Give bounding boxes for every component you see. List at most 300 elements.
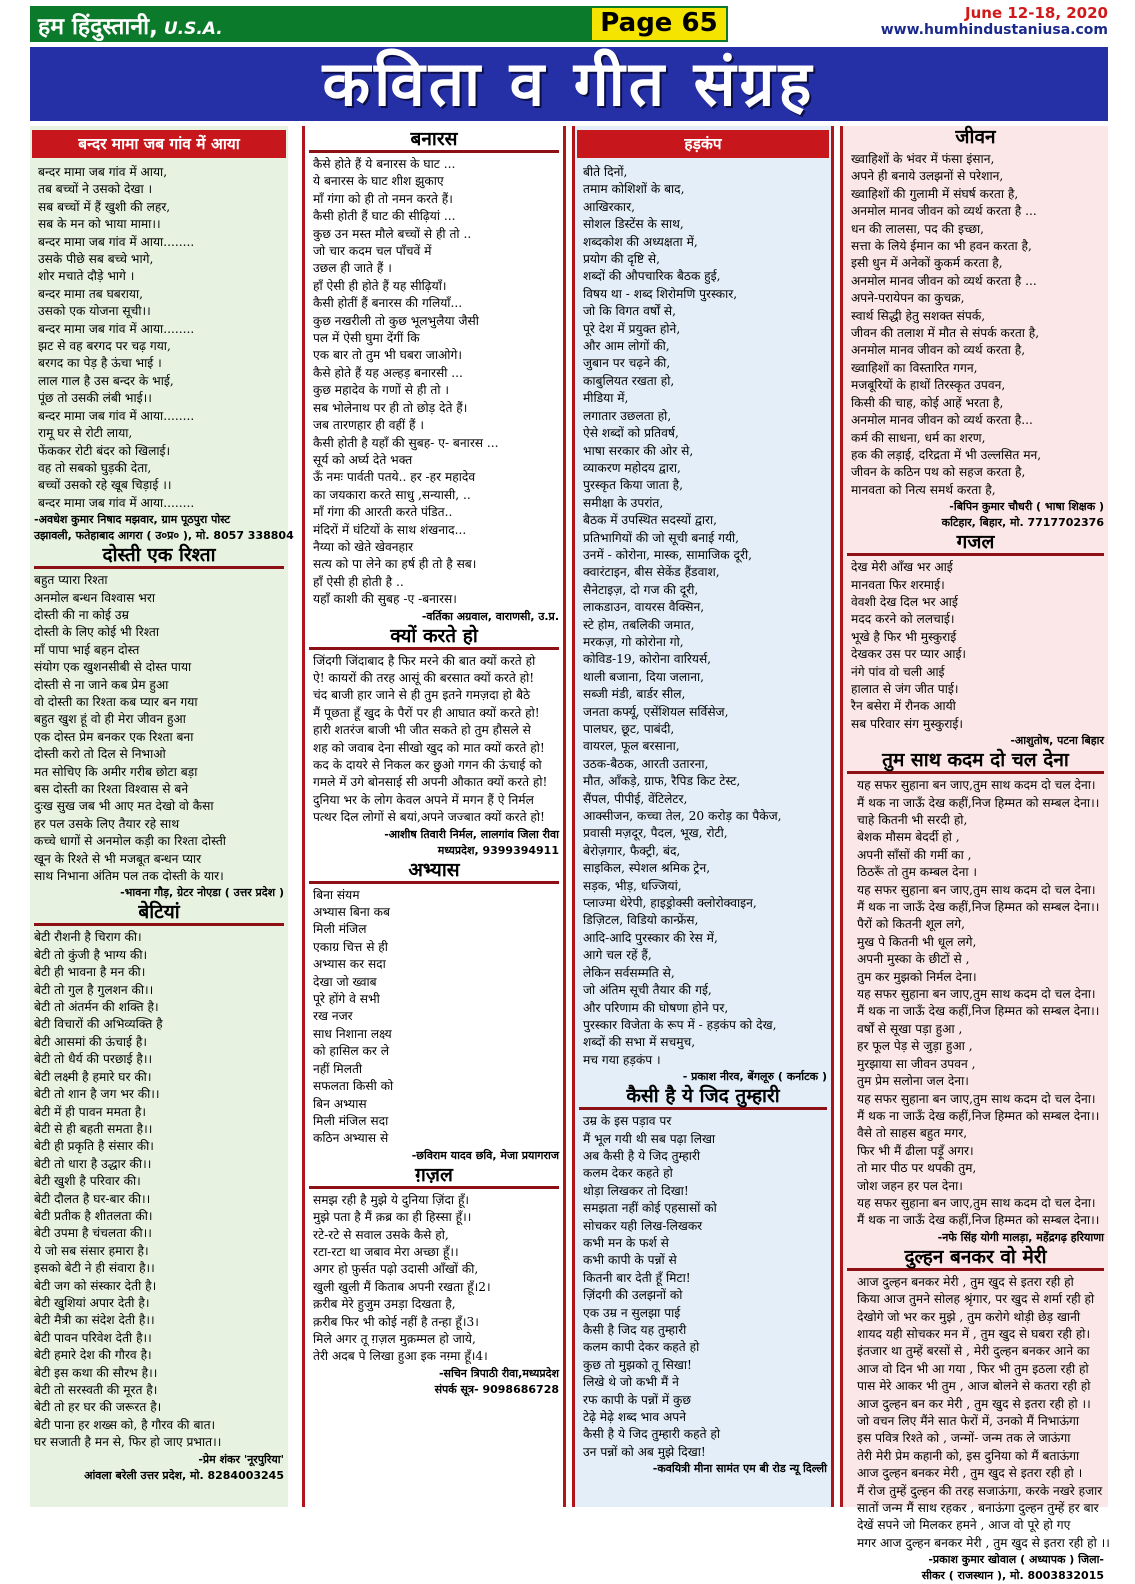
poem-line: अपनी साँसों की गर्मी का , — [857, 847, 972, 862]
poem-body — [843, 559, 1108, 733]
poem-line: वायरल, फूल बरसाना, — [583, 739, 680, 754]
poem-title: तुम साथ कदम दो चल देना — [847, 749, 1104, 774]
poem-line: अनमोल बन्धन विश्वास भरा — [34, 590, 155, 605]
poem-line: तो मार पीठ पर थपकी तुम, — [857, 1161, 977, 1176]
poem-body — [305, 653, 563, 827]
poem-title: जीवन — [955, 126, 996, 148]
poem-line: नंगे पांव वो चली आई — [851, 664, 945, 679]
credit-line: - प्रकाश नीरव, बेंगलूरु ( कर्नाटक ) — [682, 1070, 827, 1084]
poem-line: बेटी तो धैर्य की परछाई है।। — [34, 1052, 153, 1067]
poem-line: दुनिया भर के लोग केवल अपने में मगन हैं ऐ निर्मल — [313, 792, 534, 807]
credit-line: -कवयित्री मीना सामंत एम बी रोड न्यू दिल्ली — [652, 1462, 827, 1476]
poem-line: भाषा सरकार की ओर से, — [583, 443, 694, 458]
poem-line: जब तारणहार ही वहीं हैं । — [313, 418, 425, 433]
credit-line: सीकर ( राजस्थान ), मो. 8003832015 — [921, 1569, 1104, 1583]
poem-line: माँ गंगा की आरती करते पंडित.. — [313, 505, 453, 520]
poem-line: देखें सपने जो मिलकर हमने , आज वो पूरे हो गए — [857, 1518, 1071, 1533]
credit-line: -आशीष तिवारी निर्मल, लालगांव जिला रीवा — [384, 827, 559, 841]
poem-line: जो कि विगत वर्षों से, — [583, 304, 677, 319]
poem-line: मैं थक ना जाऊँ देख कहीं,निज हिम्मत को सम्बल देना।। — [857, 1213, 1100, 1228]
poem-line: टेढ़े मेढ़े शब्द भाव अपने — [583, 1410, 686, 1425]
poem-line: दोस्ती करो तो दिल से निभाओ — [34, 747, 166, 762]
poem-line: बेटी ही भावना है मन की। — [34, 965, 146, 980]
poem-line: मौत, आँकड़े, ग्राफ, रैपिड किट टेस्ट, — [583, 774, 741, 789]
poem-line: इस पवित्र रिश्ते को , जन्मों- जन्म तक ले जाऊंगा — [857, 1431, 1071, 1446]
credit-line: -प्रकाश कुमार खोवाल ( अध्यापक ) जिला- — [928, 1553, 1104, 1567]
poem-line: बेटी जग को संस्कार देती है। — [34, 1278, 157, 1293]
poem-line: थोड़ा लिखकर तो दिखा! — [583, 1183, 689, 1198]
poem-line: सब्जी मंडी, बार्डर सील, — [583, 687, 686, 702]
poem-line: फिर भी मैं ढीला पड़ूँ अगर। — [857, 1143, 974, 1158]
poem-line: बीते दिनों, — [583, 165, 628, 179]
poem-line: डिज़िटल, विडियो कान्फ्रेंस, — [583, 913, 699, 928]
header-bar — [30, 4, 1108, 42]
poem-credit — [30, 512, 294, 544]
poem-line: वेवशी देख दिल भर आई — [851, 594, 958, 609]
poem-line: आज वो दिन भी आ गया , फिर भी तुम इठला रही हो — [857, 1361, 1089, 1376]
poem-line: ऐसे शब्दों को प्रतिवर्ष, — [583, 426, 679, 441]
poem-line: बच्चों उसको रहे खूब चिड़ाई ।। — [38, 478, 172, 493]
poem-line: बेटी प्रतीक है शीतलता की। — [34, 1208, 153, 1223]
poem-line: वो दोस्ती का रिश्ता कब प्यार बन गया — [34, 694, 198, 709]
poem-line: पुरस्कृत किया जाता है, — [583, 478, 683, 493]
poem-line: भूखे है फिर भी मुस्कुराई — [851, 629, 957, 644]
poem-line: रटा-रटा था जबाव मेरा अच्छा हूँ।। — [313, 1244, 459, 1259]
poem-line: साध निशाना लक्ष्य — [313, 1026, 392, 1041]
poem-line: रामू घर से रोटी लाया, — [38, 426, 133, 441]
credit-line: -छविराम यादव छवि, मेजा प्रयागराज — [411, 1148, 559, 1162]
poem-line: झट से वह बरगद पर चढ़ गया, — [38, 339, 171, 354]
poem-line: घर सजाती है मन से, फिर हो जाए प्रभात।। — [34, 1435, 222, 1450]
poem-line: मत सोचिए कि अमीर गरीब छोटा बड़ा — [34, 764, 198, 779]
poem-credit — [843, 1552, 1108, 1584]
poem-line: ख्वाहिशों के भंवर में फंसा इंसान, — [851, 152, 995, 166]
poem-line: बेटी पावन परिवेश देती है।। — [34, 1330, 152, 1345]
poem-line: मानवता फिर शरमाई। — [851, 577, 945, 592]
poem-line: पूरे देश में प्रयुक्त होने, — [583, 321, 681, 336]
poem-line: हालात से जंग जीत पाई। — [851, 681, 959, 696]
poem-line: हर पल उसके लिए तैयार रहे साथ — [34, 816, 180, 831]
poem-line: लेकिन सर्वसम्मति से, — [583, 965, 675, 980]
poem-line: आगे चल रहें हैं, — [583, 948, 652, 963]
poem-line: जो अंतिम सूची तैयार की गई, — [583, 983, 712, 998]
credit-line: -सचिन त्रिपाठी रीवा,मध्यप्रदेश — [438, 1366, 559, 1380]
poem-line: कैसी होती है यहाँ की सुबह- ए- बनारस ... — [313, 435, 499, 450]
poem-line: चाहे कितनी भी सरदी हो, — [857, 813, 968, 827]
poem-line: मैं भूल गयी थी सब पढ़ा लिखा — [583, 1131, 716, 1146]
poem-line: साइकिल, स्पेशल श्रमिक ट्रेन, — [583, 861, 711, 876]
poem-line: प्लाज्मा थेरेपी, हाइड्रोक्सी क्लोरोक्वाइन, — [583, 896, 757, 911]
poem-line: जनता कर्फ्यू, एसेंशियल सर्विसेज, — [583, 704, 729, 719]
poem-line: अब कैसी है ये जिद तुम्हारी — [583, 1148, 701, 1163]
poem-line: कुछ महादेव के गणों से ही तो । — [313, 383, 449, 398]
poem-line: हाँ ऐसी ही होती है .. — [313, 574, 404, 589]
poem-line: अनमोल मानव जीवन को व्यर्थ करता है ... — [851, 273, 1037, 288]
poem-line: बेटी आसमां की ऊंचाई है। — [34, 1034, 147, 1049]
poem-line: पत्थर दिल लोगों से बयां,अपने जज्बात क्यों करते हो! — [313, 810, 545, 825]
poem-line: बैठक में उपस्थित सदस्यों द्वारा, — [583, 513, 718, 528]
poem-line: खून के रिश्ते से भी मजबूत बन्धन प्यार — [34, 851, 202, 866]
poem-line: मुरझाया सा जीवन उपवन , — [857, 1056, 976, 1071]
credit-line: -वर्तिका अग्रवाल, वाराणसी, उ.प्र. — [421, 609, 559, 623]
poem-line: हक की लड़ाई, दरिद्रता में भी उल्लसित मन, — [851, 447, 1042, 462]
poem-line: एकाग्र चित्त से ही — [313, 939, 388, 954]
poem-line: काबुलियत रखता हो, — [583, 373, 675, 388]
poem-line: ऊँ नमः पार्वती पतये.. हर -हर महादेव — [313, 470, 476, 485]
poem-line: यह सफर सुहाना बन जाए,तुम साथ कदम दो चल देना। — [857, 987, 1096, 1002]
poem-line: शब्दों की सभा में सचमुच, — [583, 1035, 696, 1050]
poem-line: तमाम कोशिशों के बाद, — [583, 182, 685, 197]
poem-line: मैं थक ना जाऊँ देख कहीं,निज हिम्मत को सम्बल देना।। — [857, 900, 1100, 915]
poem-title: हड़कंप — [577, 130, 829, 158]
poem-line: मिली मंजिल सदा — [313, 1113, 389, 1128]
poem-line: माँ पापा भाई बहन दोस्त — [34, 642, 140, 657]
poem-line: प्रतिभागियों की जो सूची बनाई गयी, — [583, 530, 740, 545]
column-4 — [840, 126, 1110, 1583]
poem-line: अपने ही बनाये उलझनों से परेशान, — [851, 169, 1004, 184]
poem-line: लाकडाउन, वायरस वैक्सिन, — [583, 600, 705, 615]
poem-line: बन्दर मामा जब गांव में आया........ — [38, 234, 195, 249]
poem-line: अपने-परायेपन का कुचक्र, — [851, 291, 965, 306]
poem-body — [305, 156, 563, 609]
poem-line: बेटी तो कुंजी है भाग्य की। — [34, 947, 148, 962]
poem-line: बेटी इस कथा की सौरभ है।। — [34, 1365, 158, 1380]
poem-line: बेरोज़गार, फैक्ट्री, बंद, — [583, 843, 681, 858]
poem-line: यह सफर सुहाना बन जाए,तुम साथ कदम दो चल देना। — [857, 1091, 1096, 1106]
poem-line: को हासिल कर ले — [313, 1044, 390, 1059]
website-url[interactable]: www.humhindustaniusa.com — [880, 22, 1108, 38]
poem-title: कैसी है ये जिद तुम्हारी — [579, 1085, 827, 1110]
poem-line: यह सफर सुहाना बन जाए,तुम साथ कदम दो चल देना। — [857, 1195, 1096, 1210]
poem-body — [843, 777, 1108, 1230]
poem-line: क्वारंटाइन, बीस सेकेंड हैंडवाश, — [583, 565, 720, 580]
poem-line: समझ रही है मुझे ये दुनिया ज़िंदा हूँ। — [313, 1192, 470, 1207]
poem-line: और आम लोगों की, — [583, 339, 670, 354]
poem-line: कितनी बार देती हूँ मिटा! — [583, 1270, 691, 1285]
poem-line: कभी कापी के पन्नों से — [583, 1253, 677, 1268]
poem-line: बेटी मैत्री का संदेश देती है।। — [34, 1313, 155, 1328]
poem-line: एक उम्र न सुलझा पाई — [583, 1305, 681, 1320]
poem-credit — [305, 827, 563, 859]
column-1 — [30, 126, 294, 1507]
poem-line: कुछ नखरीली तो कुछ भूलभुलैया जैसी — [313, 313, 479, 328]
poem-line: ख्वाहिशों का विस्तारित गगन, — [851, 360, 978, 375]
poem-line: रख नजर — [313, 1009, 353, 1024]
poem-line: कद के दायरे से निकल कर छुओ गगन की ऊंचाई को — [313, 758, 542, 772]
poem-line: धन की लालसा, पद की इच्छा, — [851, 221, 985, 236]
poem-line: मानवता को नित्य समर्थ करता है, — [851, 482, 996, 497]
poem-line: मजबूरियों के हाथों तिरस्कृत उपवन, — [851, 378, 1006, 393]
poem-line: आज दुल्हन बनकर मेरी , तुम खुद से इतरा रही हो — [857, 1274, 1074, 1289]
poem-line: बेटी तो अंतर्मन की शक्ति है। — [34, 1000, 159, 1015]
poem-line: पास मेरे आकर भी तुम , आज बोलने से कतरा रही हो — [857, 1379, 1091, 1394]
poem-line: जो चार कदम चल पाँचवें में — [313, 244, 432, 259]
poem-line: आदि-आदि पुरस्कार की रेस में, — [583, 930, 718, 945]
poem-line: तुम प्रेम सलोना जल देना। — [857, 1074, 969, 1089]
poem-line: सब भोलेनाथ पर ही तो छोड़ देते हैं। — [313, 400, 468, 415]
poem-line: अनमोल मानव जीवन को व्यर्थ करता है... — [851, 413, 1033, 428]
poem-line: देखोगे जो भर कर मुझे , तुम करोगे थोड़ी छेड़ खानी — [857, 1309, 1081, 1324]
poem-line: इंतजार था तुम्हें बरसों से , मेरी दुल्हन बनकर आने का — [857, 1344, 1090, 1359]
poem-line: बेटी खुशी है परिवार की। — [34, 1174, 141, 1189]
poem-line: अनमोल मानव जीवन को व्यर्थ करता है ... — [851, 204, 1037, 219]
poem-line: बन्दर मामा जब गांव में आया........ — [38, 495, 195, 510]
poem-line: स्वार्थ सिद्धी हेतु सशक्त संपर्क, — [851, 308, 986, 323]
poem-line: मीडिया में, — [583, 391, 629, 406]
poem-line: बन्दर मामा जब गांव में आया........ — [38, 321, 195, 336]
poem-line: बेटी खुशियां अपार देती है। — [34, 1295, 150, 1310]
poem-line: बेटी में ही पावन ममता है। — [34, 1104, 146, 1119]
poem-line: मैं थक ना जाऊँ देख कहीं,निज हिम्मत को सम्बल देना।। — [857, 795, 1100, 810]
poem-line: अपनी मुस्का के छीटों से , — [857, 952, 970, 967]
poem-line: सफलता किसी को — [313, 1079, 394, 1094]
poem-credit — [575, 1461, 831, 1477]
poem-title: ग़ज़ल — [309, 1164, 559, 1189]
poem-line: बहुत प्यारा रिश्ता — [34, 573, 108, 588]
poem-line: समझता नहीं कोई एहसासों को — [583, 1201, 717, 1216]
poem-line: सोचकर यही लिख-लिखकर — [583, 1218, 703, 1233]
credit-line: -प्रेम शंकर 'नूरपुरिया' — [198, 1452, 284, 1466]
page-number: Page 65 — [590, 6, 728, 42]
poem-line: सब बच्चों में हैं खुशी की लहर, — [38, 199, 171, 214]
poem-line: नहीं मिलती — [313, 1061, 363, 1076]
poem-line: किया आज तुमने सोलह श्रृंगार, पर खुद से शर्मा रही हो — [857, 1292, 1095, 1307]
poem-body — [30, 929, 288, 1451]
poem-line: नैय्या को खेते खेवनहार — [313, 539, 414, 554]
poem-line: तेरी मेरी प्रेम कहानी को, इस दुनिया को मैं बताऊंगा — [857, 1448, 1080, 1463]
poem-line: अभ्यास बिना कब — [313, 905, 390, 920]
poem-line: प्रयोग की दृष्टि से, — [583, 252, 661, 267]
poem-line: मैं थक ना जाऊँ देख कहीं,निज हिम्मत को सम्बल देना।। — [857, 1108, 1100, 1123]
credit-line: -आशुतोष, पटना बिहार — [1010, 734, 1104, 748]
poem-line: बेटी रौशनी है चिराग की। — [34, 930, 142, 945]
poem-line: बेटी तो शान है जग भर की।। — [34, 1087, 160, 1102]
poem-line: लिखे थे जो कभी मैं ने — [583, 1375, 679, 1390]
poem-line: बेटी से ही बहती समता है।। — [34, 1121, 153, 1136]
poem-line: एक दोस्त प्रेम बनकर एक रिश्ता बना — [34, 729, 194, 744]
poem-credit — [843, 733, 1108, 749]
poem-line: माँ गंगा को ही तो नमन करते हैं। — [313, 191, 453, 206]
poem-line: अभ्यास कर सदा — [313, 957, 386, 972]
poem-line: मंदिरों में घंटियों के साथ शंखनाद... — [313, 522, 467, 537]
poem-line: बेटी विचारों की अभिव्यक्ति है — [34, 1017, 163, 1032]
poem-line: मरकज़, गो कोरोना गो, — [583, 634, 684, 649]
poem-title: दोस्ती एक रिश्ता — [34, 544, 284, 569]
poem-credit — [575, 1069, 831, 1085]
poem-line: विषय था - शब्द शिरोमणि पुरस्कार, — [583, 286, 738, 301]
poem-line: बहुत खुश हूं वो ही मेरा जीवन हुआ — [34, 712, 186, 727]
poem-line: क़रीब मेरे हुजुम उमड़ा दिखता है, — [313, 1297, 456, 1312]
poem-line: कलम देकर कहते हो — [583, 1166, 673, 1181]
poem-line: बन्दर मामा जब गांव में आया, — [38, 165, 168, 179]
poem-line: लाल गाल है उस बन्दर के भाई, — [38, 373, 174, 388]
column-3 — [572, 126, 834, 1507]
credit-line: -नफे सिंह योगी मालड़ा, महेंद्रगढ़ हरियाणा — [937, 1230, 1104, 1244]
poem-line: इसको बेटी ने ही संवारा है।। — [34, 1261, 155, 1276]
poem-line: क़रीब फिर भी कोई नहीं है तन्हा हूँ।3। — [313, 1314, 479, 1329]
poem-line: मिले अगर तू ग़ज़ल मुक़म्मल हो जाये, — [313, 1331, 476, 1346]
poem-line: कलम कापी देकर कहते हो — [583, 1340, 700, 1355]
poem-line: एक बार तो तुम भी घबरा जाओगे। — [313, 348, 462, 363]
poem-line: सब के मन को भाया मामा।। — [38, 217, 161, 232]
poem-line: उनमें - कोरोना, मास्क, सामाजिक दूरी, — [583, 547, 752, 562]
poem-line: उछल ही जाते हैं । — [313, 261, 392, 276]
poem-line: खुली खुली मैं किताब अपनी रखता हूँ।2। — [313, 1279, 491, 1294]
poem-line: शब्दों की औपचारिक बैठक हुई, — [583, 269, 721, 284]
poem-line: सत्ता के लिये ईमान का भी हवन करता है, — [851, 239, 1032, 254]
poem-line: जिंदगी जिंदाबाद है फिर मरने की बात क्यों करते हो — [313, 653, 536, 668]
poem-line: ये बनारस के घाट शीश झुकाए — [313, 174, 444, 189]
poem-line: मच गया हड़कंप । — [583, 1052, 661, 1067]
poem-line: शब्दकोश की अध्यक्षता में, — [583, 234, 698, 249]
poem-line: कुछ उन मस्त मौले बच्चों से ही तो .. — [313, 226, 472, 241]
poem-body — [575, 164, 831, 1069]
poem-line: बन्दर मामा तब घबराया, — [38, 286, 144, 301]
poem-line: ये जो सब संसार हमारा है। — [34, 1243, 149, 1258]
poem-credit — [305, 609, 563, 625]
poem-line: कभी मन के फर्श से — [583, 1235, 669, 1250]
poem-credit — [305, 1148, 563, 1164]
poem-line: वैसे तो साहस बहुत मगर, — [857, 1126, 968, 1141]
poem-line: कुछ तो मुझको तू सिखा! — [583, 1357, 692, 1372]
poem-line: गमले में उगे बोनसाई सी अपनी औकात क्यों करते हो! — [313, 775, 548, 790]
issue-date: June 12-18, 2020 — [965, 4, 1108, 22]
poem-line: जीवन की तलाश में मौत से संपर्क करता है, — [851, 326, 1040, 341]
poem-line: उम्र के इस पड़ाव पर — [583, 1114, 672, 1129]
poem-line: कैसी है ये जिद तुम्हारी कहते हो — [583, 1427, 721, 1442]
credit-line: मध्यप्रदेश, 9399394911 — [437, 843, 559, 857]
poem-line: सड़क, भीड़, धज्जियां, — [583, 878, 682, 893]
poem-line: कैसी होतीं हैं बनारस की गलियाँ... — [313, 296, 463, 311]
poem-line: पालघर, छूट, पाबंदी, — [583, 722, 675, 736]
poem-line: बेटी लक्ष्मी है हमारे घर की। — [34, 1069, 152, 1084]
poem-line: फेंककर रोटी बंदर को खिलाई। — [38, 443, 171, 458]
poem-line: बेटी हमारे देश की गौरव है। — [34, 1348, 152, 1363]
poem-body — [843, 1274, 1108, 1553]
poem-body — [30, 572, 288, 885]
poem-line: का जयकारा करते साधु ,सन्यासी, .. — [313, 487, 471, 502]
poem-line: बेशक मौसम बेदर्दी हो , — [857, 830, 960, 845]
section-banner: कविता व गीत संग्रह — [30, 47, 1108, 121]
poem-line: कैसे होते हैं ये बनारस के घाट ... — [313, 157, 456, 171]
poem-line: हाँ ऐसी ही होते हैं यह सीढ़ियाँ। — [313, 278, 447, 293]
poem-line: जुबान पर चढ़ने की, — [583, 356, 671, 371]
poem-line: थाली बजाना, दिया जलाना, — [583, 669, 705, 684]
poem-line: तेरी अदब पे लिखा हुआ इक नग़्मा हूँ।4। — [313, 1349, 488, 1364]
poem-line: बेटी ही प्रकृति है संसार की। — [34, 1139, 154, 1154]
poem-line: यह सफर सुहाना बन जाए,तुम साथ कदम दो चल देना। — [857, 778, 1096, 793]
poem-line: मिली मंजिल — [313, 922, 367, 937]
poem-line: यह सफर सुहाना बन जाए,तुम साथ कदम दो चल देना। — [857, 882, 1096, 897]
poem-title: गजल — [847, 531, 1104, 556]
credit-line: आंवला बरेली उत्तर प्रदेश, मो. 8284003245 — [84, 1468, 284, 1482]
poem-line: बेटी तो गुल है गुलशन की।। — [34, 982, 154, 997]
poem-line: तुम कर मुझको निर्मल देना। — [857, 969, 977, 984]
issue-info — [848, 4, 1108, 38]
poem-line: मगर आज दुल्हन बनकर मेरी , तुम खुद से इतरा रही हो ।। — [857, 1535, 1110, 1550]
poem-line: हारी शतरंज बाजी भी जीत सकते हो तुम हौसले से — [313, 723, 531, 738]
poem-line: जो वचन लिए मैंने सात फेरों में, उनको मैं निभाऊंगा — [857, 1414, 1080, 1428]
poem-line: कोविड-19, कोरोना वारियर्स, — [583, 652, 712, 667]
poem-line: रटे-रटे से सवाल उसके कैसे हो, — [313, 1227, 449, 1242]
poem-line: साथ निभाना अंतिम पल तक दोस्ती के यार। — [34, 869, 224, 884]
credit-line: -बिपिन कुमार चौधरी ( भाषा शिक्षक ) — [949, 500, 1104, 514]
poem-line: सत्य को पा लेने का हर्ष ही तो है सब। — [313, 557, 477, 572]
poem-line: शायद यही सोचकर मन में , तुम खुद से घबरा रही हो। — [857, 1326, 1091, 1341]
poem-line: इसी धुन में अनेकों कुकर्म करता है, — [851, 256, 1003, 271]
poem-line: बिना संयम — [313, 887, 360, 902]
poem-line: बस दोस्ती का रिश्ता विश्वास से बने — [34, 782, 189, 796]
poem-line: जोश जहन हर पल देना। — [857, 1178, 963, 1193]
poem-line: आज दुल्हन बन कर मेरी , तुम खुद से इतरा रही हो ।। — [857, 1396, 1091, 1411]
poem-line: रफ कापी के पन्नों में कुछ — [583, 1392, 691, 1407]
poem-line: वह तो सबको घुड़की देता, — [38, 460, 152, 475]
poem-line: बेटी दौलत है घर-बार की।। — [34, 1191, 151, 1206]
poem-credit — [30, 1452, 288, 1484]
poem-line: आक्सीजन, कच्चा तेल, 20 करोड़ का पैकेज, — [583, 809, 782, 824]
poem-line: कैसे होते हैं यह अल्हड़ बनारसी ... — [313, 365, 463, 380]
poem-line: सैनेटाइज़, दो गज की दूरी, — [583, 582, 699, 597]
poem-credit — [843, 1230, 1108, 1246]
poem-line: सोशल डिस्टेंस के साथ, — [583, 217, 684, 232]
poem-line: दुःख सुख जब भी आए मत देखो वो कैसा — [34, 799, 214, 814]
poem-line: सैंपल, पीपीई, वेंटिलेटर, — [583, 791, 688, 806]
poem-line: संयोग एक खुशनसीबी से दोस्त पाया — [34, 660, 192, 675]
poem-line: दोस्ती से ना जाने कब प्रेम हुआ — [34, 677, 169, 692]
poem-line: अनमोल मानव जीवन को व्यर्थ करता है, — [851, 343, 1026, 358]
poem-line: मैं थक ना जाऊँ देख कहीं,निज हिम्मत को सम्बल देना।। — [857, 1004, 1100, 1019]
poem-line: मैं पूछता हूँ खुद के पैरों पर ही आघात क्यों करते हो! — [313, 705, 540, 720]
masthead-region: U.S.A. — [163, 19, 223, 39]
poem-line: स्टे होम, तबलिकी जमात, — [583, 617, 695, 632]
poem-line: कर्म की साधना, धर्म का शरण, — [851, 430, 986, 445]
poem-line: बेटी तो हर घर की जरूरत है। — [34, 1400, 162, 1415]
poem-line: यहाँ काशी की सुबह -ए -बनारस। — [313, 592, 457, 607]
poem-body — [575, 1113, 831, 1461]
poem-line: पैरों को कितनी शूल लगे, — [857, 917, 966, 932]
poem-line: चंद बाजी हार जाने से ही तुम इतने गमज़दा हो बैठे — [313, 688, 531, 703]
poem-line: देखकर उस पर प्यार आई। — [851, 647, 967, 662]
poem-line: बेटी तो सरस्वती की मूरत है। — [34, 1383, 158, 1397]
credit-line: कटिहार, बिहार, मो. 7717702376 — [941, 516, 1104, 530]
poem-line: शह को जवाब देना सीखो खुद को मात क्यों करते हो! — [313, 740, 545, 755]
poem-line: पूंछ तो उसकी लंबी भाई।। — [38, 391, 152, 406]
poem-line: लगातार उछलता हो, — [583, 408, 672, 423]
poem-line: ज़िंदगी की उलझनों को — [583, 1288, 683, 1303]
poem-line: बरगद का पेड़ है ऊंचा भाई । — [38, 356, 162, 371]
poem-line: कठिन अभ्यास से — [313, 1131, 389, 1146]
poem-line: दोस्ती की ना कोई उम्र — [34, 607, 129, 622]
poem-line: मैं रोज तुम्हें दुल्हन की तरह सजाऊंगा, करके नखरे हजार — [857, 1483, 1103, 1498]
poem-line: ख्वाहिशों की गुलामी में संघर्ष करता है, — [851, 186, 1019, 201]
poem-line: किसी की चाह, कोई आहें भरता है, — [851, 395, 1004, 410]
poem-title: बनारस — [309, 128, 559, 153]
credit-line: -भावना गौड़, ग्रेटर नोएडा ( उत्तर प्रदेश ) — [120, 886, 284, 900]
poem-line: आज दुल्हन बनकर मेरी , तुम खुद से इतरा रही हो । — [857, 1466, 1083, 1481]
poem-line: बिन अभ्यास — [313, 1096, 367, 1111]
poem-body — [305, 1192, 563, 1366]
credit-line: उझावली, फतेहाबाद आगरा ( उ०प्र० ), मो. 8057 338804 — [34, 529, 294, 543]
poem-line: और परिणाम की घोषणा होने पर, — [583, 1000, 729, 1015]
poem-credit — [305, 1366, 563, 1398]
poem-line: उसको एक योजना सूची।। — [38, 304, 151, 319]
poem-credit — [843, 499, 1108, 531]
poem-line: उठक-बैठक, आरती उतारना, — [583, 756, 709, 771]
credit-line: संपर्क सूत्र- 9098686728 — [434, 1382, 559, 1396]
masthead-logo — [30, 6, 590, 42]
poem-line: व्याकरण महोदय द्वारा, — [583, 460, 681, 475]
poem-credit — [30, 885, 288, 901]
